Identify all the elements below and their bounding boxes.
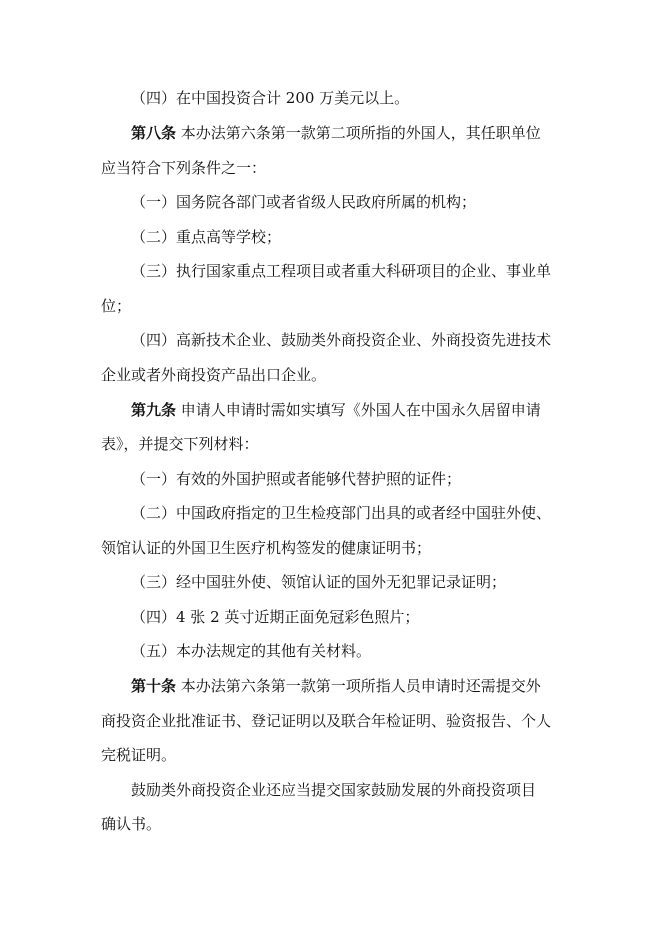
line-text: （三）执行国家重点工程项目或者重大科研项目的企业、事业单	[131, 262, 552, 280]
line-text: （四）高新技术企业、鼓励类外商投资企业、外商投资先进技术	[131, 331, 552, 349]
paragraph-line	[0, 780, 662, 800]
list-item	[0, 572, 662, 592]
article-heading-line	[0, 123, 662, 143]
line-text: 位；	[101, 297, 132, 315]
line-text: （一）有效的外国护照或者能够代替护照的证件；	[131, 470, 462, 488]
article-number: 第十条	[131, 677, 177, 695]
line-text: 鼓励类外商投资企业还应当提交国家鼓励发展的外商投资项目	[131, 781, 537, 799]
list-item	[0, 607, 662, 627]
list-item	[0, 261, 662, 281]
paragraph-line	[0, 814, 662, 834]
line-text: 完税证明。	[101, 746, 177, 764]
line-text: （四）4 张 2 英寸近期正面免冠彩色照片；	[131, 608, 420, 626]
line-text: （二）中国政府指定的卫生检疫部门出具的或者经中国驻外使、	[131, 504, 552, 522]
list-item	[0, 227, 662, 247]
paragraph-line	[0, 711, 662, 731]
line-text: （四）在中国投资合计 200 万美元以上。	[131, 89, 410, 107]
list-item	[0, 192, 662, 212]
list-item	[0, 469, 662, 489]
list-item	[0, 330, 662, 350]
paragraph-line	[0, 158, 662, 178]
line-text: （五）本办法规定的其他有关材料。	[131, 642, 372, 660]
line-text: 商投资企业批准证书、登记证明以及联合年检证明、验资报告、个人	[101, 712, 552, 730]
line-text: （二）重点高等学校；	[131, 228, 282, 246]
line-text: 申请人申请时需如实填写《外国人在中国永久居留申请	[176, 401, 541, 419]
list-item-continuation	[0, 538, 662, 558]
line-text: 本办法第六条第一款第一项所指人员申请时还需提交外	[176, 677, 541, 695]
line-text: 确认书。	[101, 815, 162, 833]
paragraph-line	[0, 745, 662, 765]
line-text: （一）国务院各部门或者省级人民政府所属的机构；	[131, 193, 477, 211]
line-text: 本办法第六条第一款第二项所指的外国人，其任职单位	[176, 124, 541, 142]
paragraph-line	[0, 88, 662, 108]
list-item	[0, 503, 662, 523]
paragraph-line	[0, 434, 662, 454]
article-heading-line	[0, 676, 662, 696]
line-text: 应当符合下列条件之一：	[101, 159, 267, 177]
article-heading-line	[0, 400, 662, 420]
line-text: （三）经中国驻外使、领馆认证的国外无犯罪记录证明；	[131, 573, 507, 591]
list-item-continuation	[0, 365, 662, 385]
list-item	[0, 641, 662, 661]
line-text: 领馆认证的外国卫生医疗机构签发的健康证明书；	[101, 539, 432, 557]
line-text: 企业或者外商投资产品出口企业。	[101, 366, 327, 384]
article-number: 第九条	[131, 401, 177, 419]
list-item-continuation	[0, 296, 662, 316]
article-number: 第八条	[131, 124, 177, 142]
line-text: 表》，并提交下列材料：	[101, 435, 259, 453]
